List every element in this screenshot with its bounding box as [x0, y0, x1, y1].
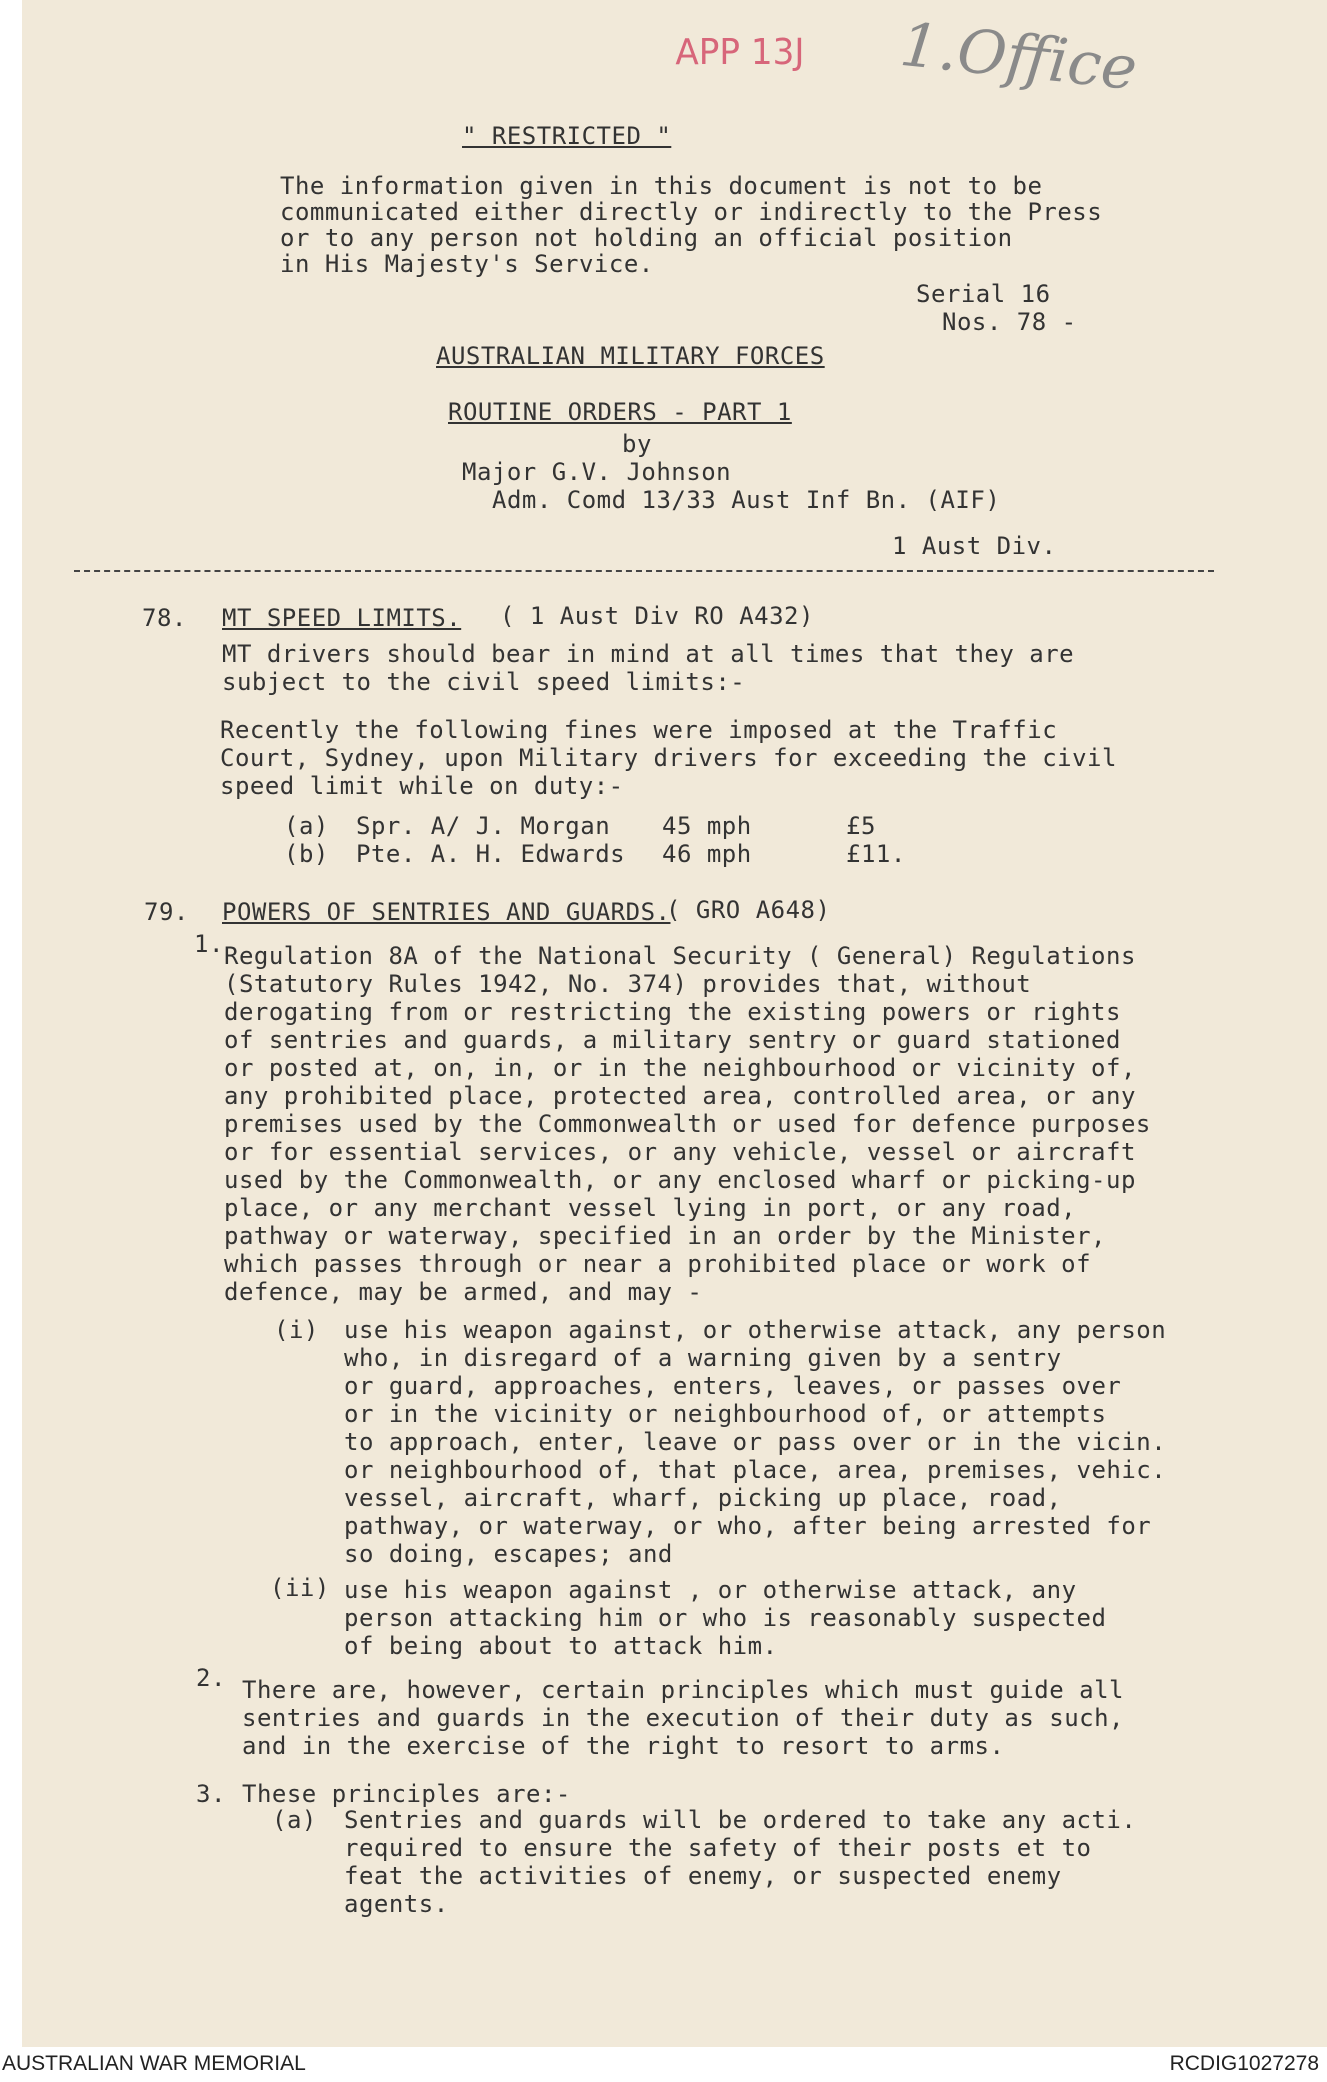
para1-line: Regulation 8A of the National Security ( General) Regulations: [224, 942, 1136, 970]
para1-line: defence, may be armed, and may -: [224, 1278, 703, 1306]
order-78-para2-line1: Recently the following fines were imposed at the Traffic: [220, 716, 1058, 744]
footer-source: AUSTRALIAN WAR MEMORIAL: [2, 2052, 306, 2075]
subclause-line: or in the vicinity or neighbourhood of, or attempts: [344, 1400, 1107, 1428]
fine-speed: 45 mph: [662, 812, 752, 840]
para1-line: place, or any merchant vessel lying in port, or any road,: [224, 1194, 1077, 1222]
order-78-para1-line2: subject to the civil speed limits:-: [222, 668, 746, 696]
restricted-line-2: communicated either directly or indirectly to the Press: [280, 198, 1103, 226]
subclause-line: to approach, enter, leave or pass over or in the vicin.: [344, 1428, 1167, 1456]
handwritten-annotation: 1.Office: [896, 9, 1141, 105]
para1-line: premises used by the Commonwealth or used for defence purposes: [224, 1110, 1151, 1138]
order-78-heading: MT SPEED LIMITS.: [222, 604, 462, 632]
fine-label: (a): [284, 812, 329, 840]
para1-line: which passes through or near a prohibited place or work of: [224, 1250, 1092, 1278]
fine-name: Spr. A/ J. Morgan: [356, 812, 611, 840]
para1-line: or posted at, on, in, or in the neighbourhood or vicinity of,: [224, 1054, 1136, 1082]
subclause-line: person attacking him or who is reasonably suspected: [344, 1604, 1107, 1632]
para1-line: any prohibited place, protected area, controlled area, or any: [224, 1082, 1136, 1110]
para1-line: of sentries and guards, a military sentry or guard stationed: [224, 1026, 1121, 1054]
para3a-line: required to ensure the safety of their posts et to: [344, 1834, 1092, 1862]
document-title: AUSTRALIAN MILITARY FORCES: [436, 342, 825, 370]
subclause-label: (i): [274, 1316, 319, 1344]
para1-line: derogating from or restricting the existing powers or rights: [224, 998, 1121, 1026]
order-78-number: 78.: [142, 604, 187, 632]
subclause-line: use his weapon against, or otherwise attack, any person: [344, 1316, 1167, 1344]
restricted-line-4: in His Majesty's Service.: [280, 250, 654, 278]
serial-number: Serial 16: [916, 280, 1051, 308]
para2-line: sentries and guards in the execution of their duty as such,: [242, 1704, 1125, 1732]
para3a-line: agents.: [344, 1890, 449, 1918]
fine-label: (b): [284, 840, 329, 868]
para3a-line: feat the activities of enemy, or suspected enemy: [344, 1862, 1062, 1890]
para2-line: and in the exercise of the right to resort to arms.: [242, 1732, 1005, 1760]
para1-line: (Statutory Rules 1942, No. 374) provides that, without: [224, 970, 1032, 998]
footer-id: RCDIG1027278: [1169, 2052, 1319, 2075]
fine-name: Pte. A. H. Edwards: [356, 840, 626, 868]
officer-appointment: Adm. Comd 13/33 Aust Inf Bn. (AIF): [492, 486, 1001, 514]
header-divider: [74, 570, 1214, 572]
subclause-line: or guard, approaches, enters, leaves, or passes over: [344, 1372, 1122, 1400]
division: 1 Aust Div.: [892, 532, 1057, 560]
para1-line: pathway or waterway, specified in an order by the Minister,: [224, 1222, 1107, 1250]
subclause-line: who, in disregard of a warning given by a sentry: [344, 1344, 1062, 1372]
paragraph-number: 1.: [194, 930, 224, 958]
para3a-line: Sentries and guards will be ordered to take any acti.: [344, 1806, 1137, 1834]
subclause-label: (a): [272, 1806, 317, 1834]
restricted-title: " RESTRICTED ": [462, 122, 672, 150]
order-78-para2-line2: Court, Sydney, upon Military drivers for exceeding the civil: [220, 744, 1117, 772]
restricted-line-3: or to any person not holding an official position: [280, 224, 1013, 252]
paragraph-number: 2.: [196, 1664, 226, 1692]
subclause-line: use his weapon against , or otherwise attack, any: [344, 1576, 1077, 1604]
fine-speed: 46 mph: [662, 840, 752, 868]
paragraph-number: 3.: [196, 1780, 226, 1808]
document-page: [22, 0, 1327, 2047]
para1-line: or for essential services, or any vehicle, vessel or aircraft: [224, 1138, 1136, 1166]
para1-line: used by the Commonwealth, or any enclosed wharf or picking-up: [224, 1166, 1136, 1194]
restricted-line-1: The information given in this document is not to be: [280, 172, 1043, 200]
order-79-heading: POWERS OF SENTRIES AND GUARDS.: [222, 898, 671, 926]
subclause-line: so doing, escapes; and: [344, 1540, 673, 1568]
by-line: by: [622, 430, 652, 458]
fine-amount: £11.: [846, 840, 906, 868]
subclause-line: or neighbourhood of, that place, area, premises, vehic.: [344, 1456, 1167, 1484]
order-78-reference: ( 1 Aust Div RO A432): [500, 602, 814, 630]
serial-nos: Nos. 78 -: [942, 308, 1077, 336]
order-78-para2-line3: speed limit while on duty:-: [220, 772, 624, 800]
archive-reference-stamp: APP 13J: [675, 32, 805, 73]
order-78-para1-line1: MT drivers should bear in mind at all times that they are: [222, 640, 1075, 668]
officer-name: Major G.V. Johnson: [462, 458, 732, 486]
order-79-number: 79.: [144, 898, 189, 926]
para2-line: There are, however, certain principles which must guide all: [242, 1676, 1125, 1704]
para3-intro: These principles are:-: [242, 1780, 571, 1808]
subclause-line: of being about to attack him.: [344, 1632, 778, 1660]
subclause-line: vessel, aircraft, wharf, picking up place, road,: [344, 1484, 1062, 1512]
document-subtitle: ROUTINE ORDERS - PART 1: [448, 398, 792, 426]
subclause-line: pathway, or waterway, or who, after being arrested for: [344, 1512, 1152, 1540]
fine-amount: £5: [846, 812, 876, 840]
subclause-label: (ii): [270, 1574, 330, 1602]
order-79-reference: ( GRO A648): [666, 896, 831, 924]
